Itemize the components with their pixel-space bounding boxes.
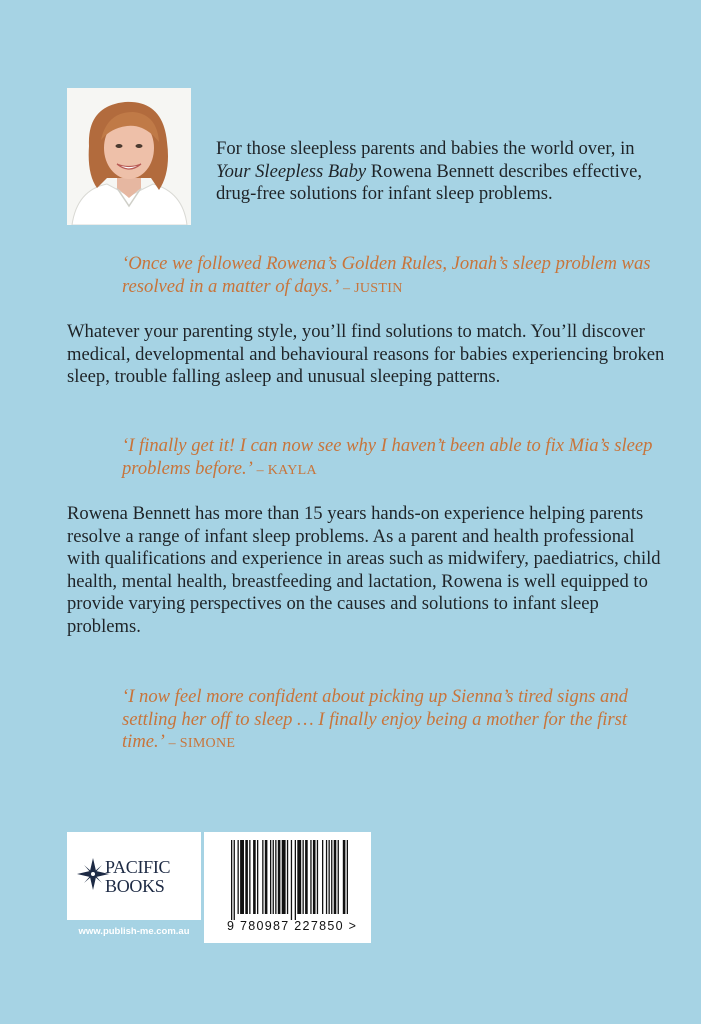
barcode-bar [287,840,288,914]
quote-separator: – [164,736,180,752]
barcode-bar [322,840,323,914]
intro-suffix: Rowena Bennett describes effective, drug-free solutions for infant sleep problems. [216,160,642,205]
quote-author: SIMONE [179,736,236,752]
quote-separator: – [252,462,268,478]
barcode-bar [275,840,276,914]
publisher-logo-box [67,832,201,943]
barcode-bar [231,840,232,920]
testimonial-quote [122,253,662,300]
body-paragraph: Rowena Bennett has more than 15 years hands-on experience helping parents resolve a range of infant sleep problems. As a parent and health professional with qualifications and experience in areas such as midwifery, paediatrics, child health, mental health, breastfeeding and lactation, Rowena is well equipped to provide varying perspectives on the causes and solutions to infant sleep problems. [67,503,661,637]
quote-text: ‘Once we followed Rowena’s Golden Rules, Jonah’s sleep problem was resolved in a matter of days.’ [122,253,651,297]
book-title: Your Sleepless Baby [216,160,367,182]
barcode-bar [297,840,301,914]
barcode-bar [257,840,258,914]
quote-text: ‘I now feel more confident about picking up Sienna’s tired signs and settling her off to sleep … I finally enjoy being a mother for the first time.’ [122,686,628,753]
barcode-bar [317,840,318,914]
author-portrait-image [67,88,191,225]
author-photo [67,88,191,225]
publisher-name-line2: BOOKS [105,876,165,896]
barcode-bar [262,840,263,914]
publisher-url: www.publish-me.com.au [67,920,201,943]
publisher-name-line1: PACIFIC [105,857,171,877]
barcode-bar [343,840,346,914]
barcode-bar [313,840,316,914]
barcode-bar [338,840,339,914]
barcode-bar [331,840,332,914]
quote-author: KAYLA [267,462,317,478]
testimonial-quote [122,435,662,482]
intro-prefix: For those sleepless parents and babies the world over, in [216,138,635,159]
quote-text: ‘I finally get it! I can now see why I haven’t been able to fix Mia’s sleep problems before.’ [122,435,653,479]
barcode-bar [326,840,327,914]
intro-paragraph [216,138,646,206]
barcode-bar [238,840,239,914]
barcode-bar [295,840,296,920]
barcode-bar [291,840,292,920]
barcode-bar [282,840,286,914]
quote-separator: – [339,280,355,296]
barcode-bar [334,840,337,914]
barcode-bar [240,840,244,914]
barcode-bar [270,840,271,914]
barcode-bar [265,840,268,914]
barcode-bar [273,840,274,914]
barcode-bar [305,840,308,914]
isbn-barcode-box [204,832,371,943]
testimonial-quote [122,686,662,756]
publisher-name [105,858,170,896]
body-paragraph: Whatever your parenting style, you’ll find solutions to match. You’ll discover medical, developmental and behavioural reasons for babies experiencing broken sleep, trouble falling asleep and unusual sleeping patterns. [67,321,665,388]
barcode-bar [253,840,256,914]
barcode-bar [303,840,304,914]
barcode-icon [231,840,351,920]
quote-author: JUSTIN [354,280,403,296]
barcode-bar [278,840,281,914]
isbn-number: 9 780987 227850 > [227,919,358,933]
barcode-bar [234,840,235,920]
barcode-bar [347,840,348,914]
barcode-bar [245,840,248,914]
barcode-bar [329,840,330,914]
barcode-bar [249,840,250,914]
barcode-bar [310,840,311,914]
